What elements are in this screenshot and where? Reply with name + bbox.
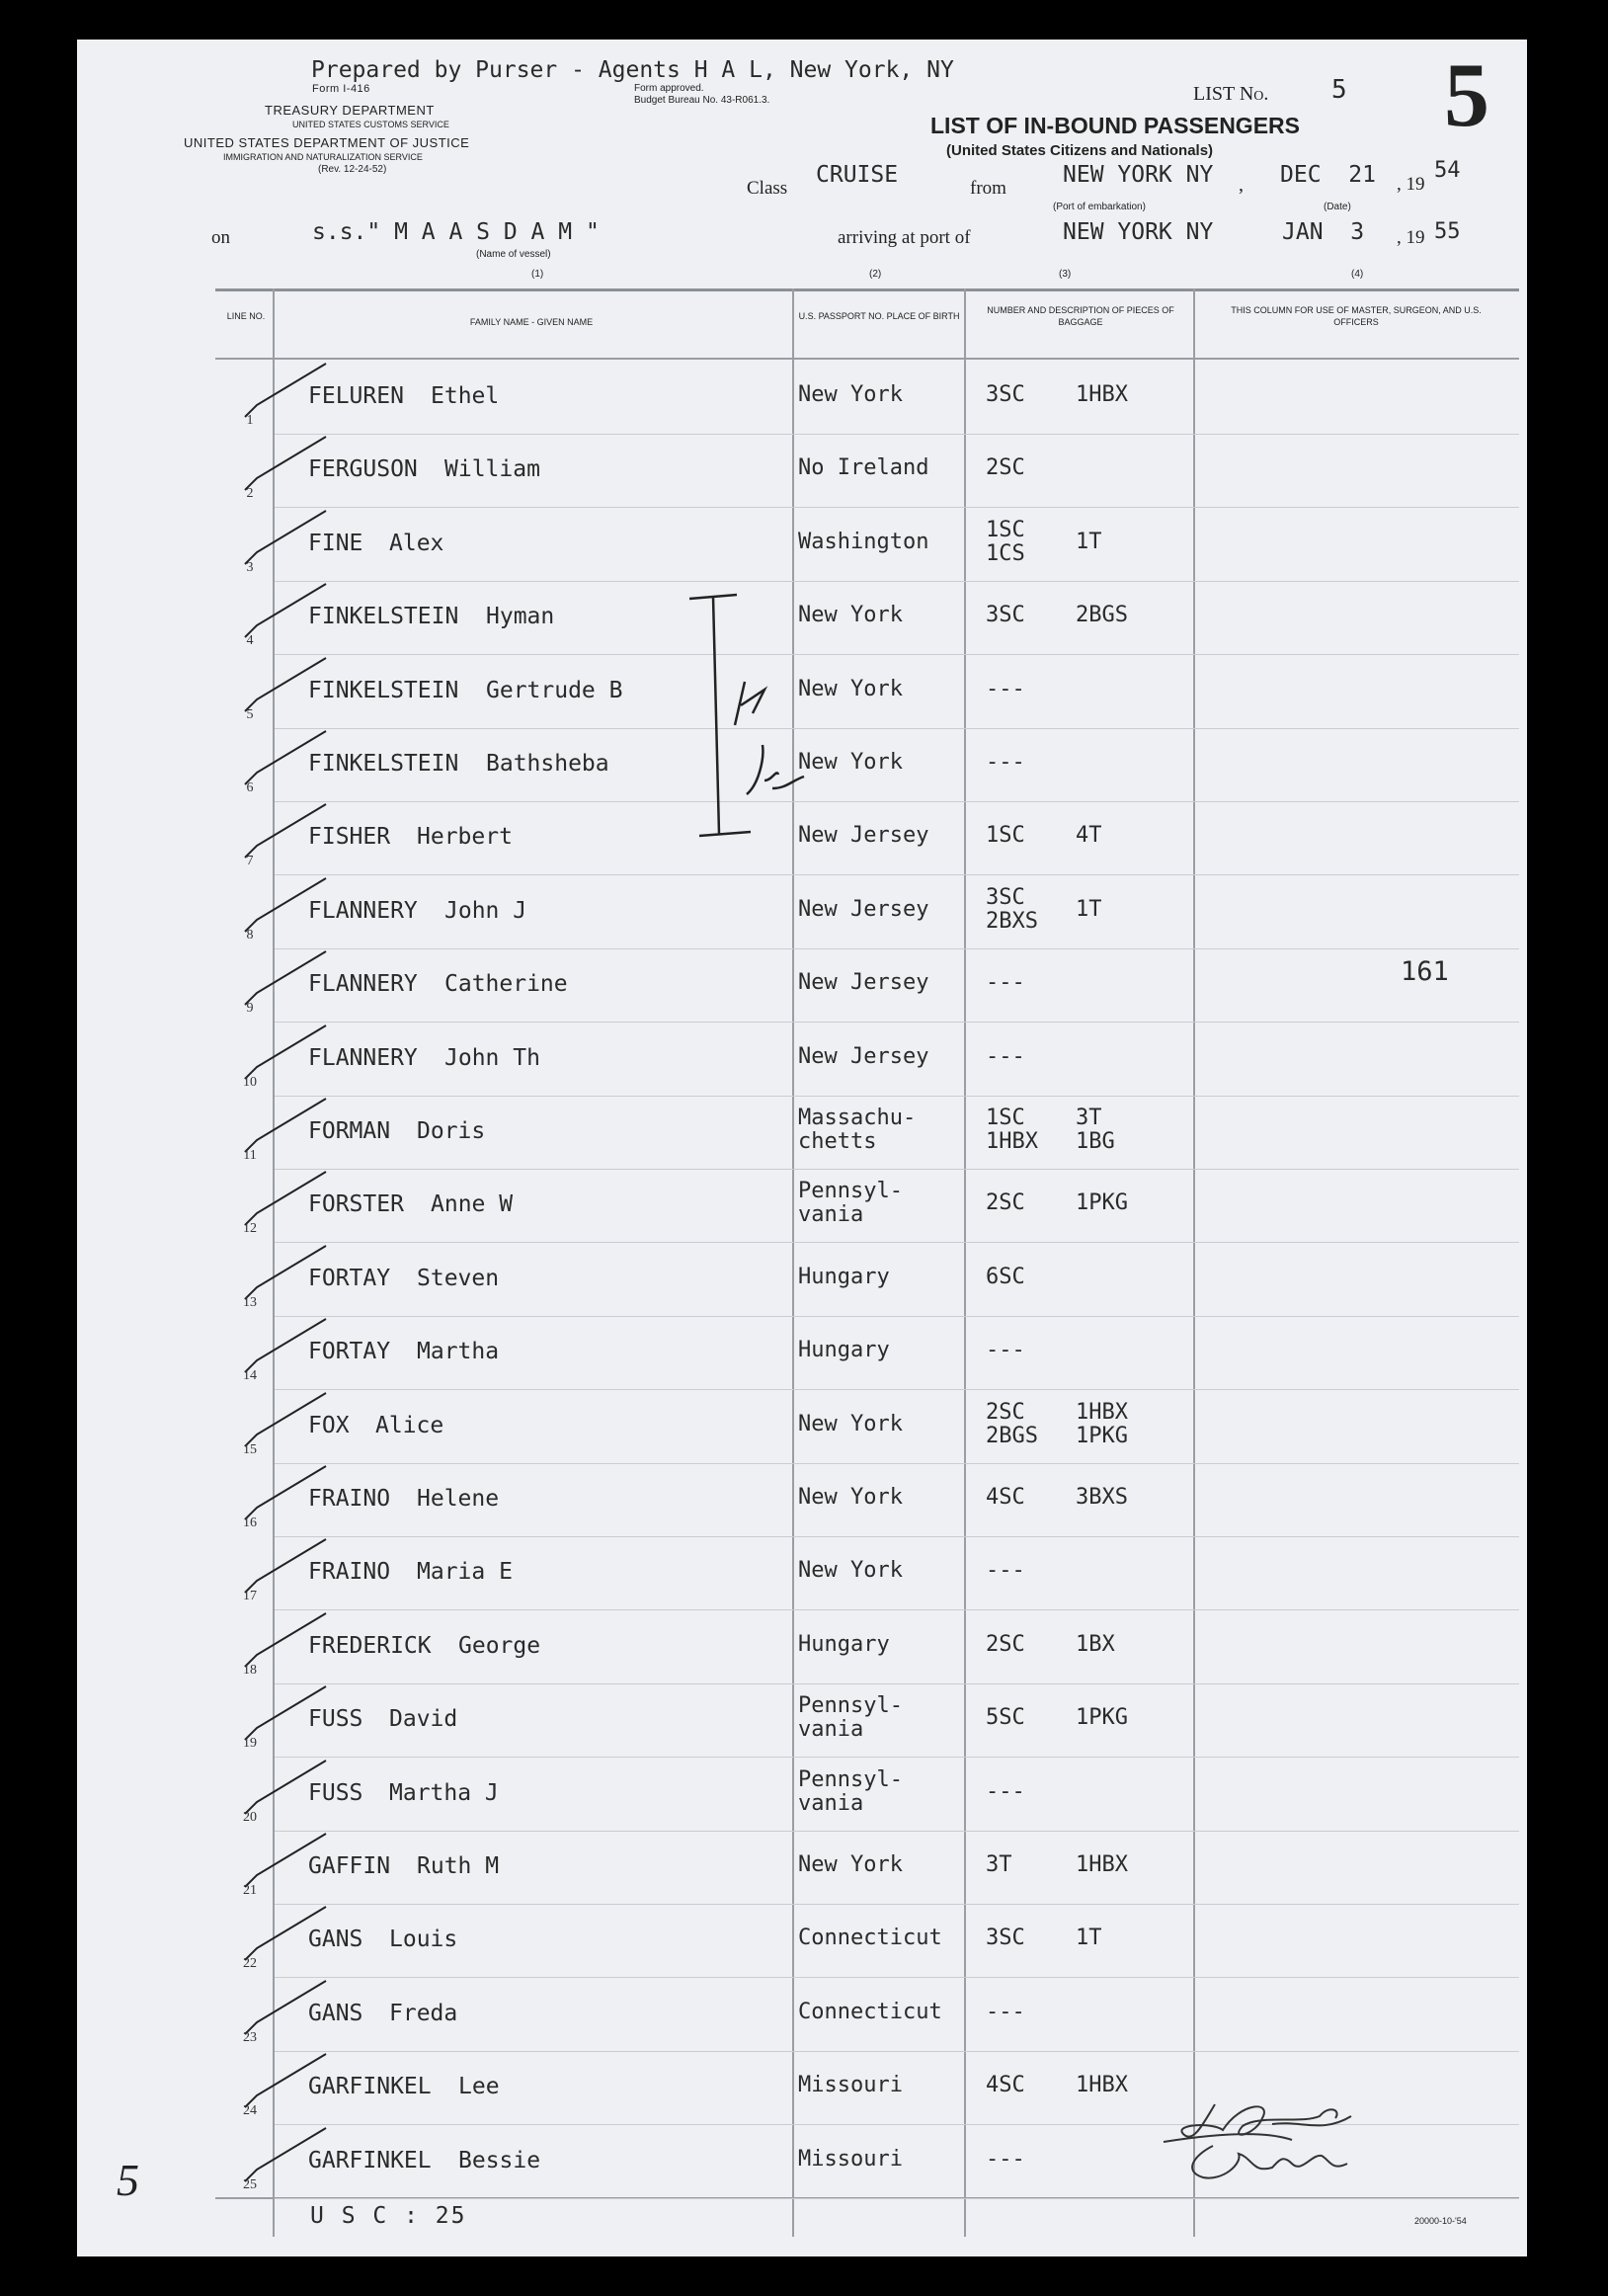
baggage-secondary-line: 1PKG: [1076, 1705, 1128, 1731]
customs-service: UNITED STATES CUSTOMS SERVICE: [292, 120, 449, 129]
baggage-primary-line: 4SC: [986, 2073, 1025, 2098]
baggage-secondary: [1076, 2074, 1128, 2097]
form-code: 20000-10-'54: [1414, 2216, 1467, 2226]
given-name: Helene: [417, 1486, 500, 1512]
line-number: 2: [246, 486, 254, 502]
date-caption: (Date): [1324, 202, 1351, 212]
baggage-primary: [986, 1339, 1025, 1362]
place-of-birth-line: No Ireland: [798, 455, 929, 481]
manifest-title: LIST OF IN-BOUND PASSENGERS: [930, 113, 1300, 138]
place-of-birth: [798, 1413, 971, 1436]
family-name: FISHER: [308, 824, 391, 851]
table-row: [77, 1317, 1519, 1390]
table-row: [77, 876, 1519, 949]
baggage-secondary: [1076, 1706, 1128, 1730]
given-name: Louis: [389, 1927, 458, 1953]
given-name: Freda: [389, 2000, 458, 2026]
passenger-manifest-page: [77, 40, 1527, 2256]
header-name: FAMILY NAME - GIVEN NAME: [469, 317, 594, 327]
header-line-no: LINE NO.: [226, 311, 266, 321]
baggage-primary-line: ---: [986, 2146, 1025, 2172]
baggage-secondary: [1076, 1633, 1115, 1657]
baggage-secondary: [1076, 1191, 1128, 1215]
baggage-primary-line: 2BXS: [986, 908, 1038, 934]
baggage-primary-line: 1SC: [986, 823, 1025, 849]
revision-date: (Rev. 12-24-52): [318, 164, 387, 175]
place-of-birth: [798, 383, 971, 407]
baggage-primary: [986, 1107, 1038, 1154]
arrival-port: NEW YORK NY: [1063, 219, 1214, 245]
on-label: on: [211, 227, 230, 248]
family-name: FINKELSTEIN: [308, 604, 459, 630]
baggage-primary: [986, 383, 1025, 407]
table-row: [77, 1905, 1519, 1978]
family-name: FORSTER: [308, 1191, 404, 1218]
header-baggage: NUMBER AND DESCRIPTION OF PIECES OF BAGGAGE: [987, 305, 1174, 327]
line-number: 1: [246, 413, 254, 428]
family-name: FORTAY: [308, 1339, 391, 1365]
family-name: FLANNERY: [308, 897, 418, 924]
line-number: 22: [243, 1956, 257, 1972]
family-name: FOX: [308, 1412, 350, 1438]
handwritten-bracket: [670, 587, 887, 854]
baggage-secondary: [1076, 1927, 1102, 1950]
baggage-secondary: [1076, 604, 1128, 627]
family-name: GARFINKEL: [308, 2074, 432, 2100]
col-number-4: (4): [1351, 269, 1364, 280]
family-name: GAFFIN: [308, 1853, 391, 1879]
place-of-birth: [798, 2001, 971, 2024]
baggage-primary: [986, 1706, 1025, 1730]
treasury-department: TREASURY DEPARTMENT: [265, 103, 435, 118]
place-of-birth-line: Hungary: [798, 1631, 890, 1657]
place-of-birth: [798, 1107, 971, 1154]
line-number: 9: [246, 1001, 254, 1017]
col-number-3: (3): [1059, 269, 1072, 280]
table-row: [77, 1979, 1519, 2052]
baggage-primary: [986, 1486, 1025, 1510]
place-of-birth-line: Washington: [798, 529, 929, 554]
baggage-primary-line: ---: [986, 1338, 1025, 1363]
place-of-birth-line: New Jersey: [798, 1043, 929, 1069]
from-label: from: [970, 178, 1006, 199]
baggage-secondary-line: 1HBX: [1076, 1399, 1128, 1425]
baggage-primary-line: 5SC: [986, 1705, 1025, 1731]
place-of-birth-line: New Jersey: [798, 896, 929, 922]
from-separator: ,: [1239, 174, 1244, 196]
baggage-primary: [986, 971, 1025, 995]
baggage-primary-line: 3SC: [986, 1926, 1025, 1951]
baggage-primary: [986, 2148, 1025, 2172]
place-of-birth-line: New York: [798, 1558, 903, 1584]
arrival-year: 55: [1434, 219, 1461, 244]
list-no-value: 5: [1331, 75, 1347, 105]
baggage-primary-line: ---: [986, 1999, 1025, 2024]
year-prefix-2: , 19: [1397, 227, 1425, 248]
baggage-primary-line: 3SC: [986, 382, 1025, 407]
place-of-birth: [798, 1559, 971, 1583]
baggage-primary-line: ---: [986, 676, 1025, 701]
vessel-name: s.s." M A A S D A M ": [312, 219, 600, 245]
place-of-birth-line: New York: [798, 750, 903, 775]
line-number: 15: [243, 1441, 257, 1457]
baggage-primary-line: 1CS: [986, 540, 1025, 566]
baggage-primary: [986, 1853, 1012, 1877]
line-number: 10: [243, 1074, 257, 1090]
table-row: [77, 509, 1519, 582]
family-name: FINKELSTEIN: [308, 751, 459, 777]
place-of-birth-line: vania: [798, 1790, 864, 1816]
baggage-primary: [986, 1780, 1025, 1804]
line-number: 23: [243, 2029, 257, 2045]
baggage-secondary-line: 1PKG: [1076, 1423, 1128, 1448]
place-of-birth: [798, 1266, 971, 1289]
family-name: FREDERICK: [308, 1632, 432, 1659]
given-name: Anne W: [431, 1191, 514, 1218]
baggage-primary: [986, 1633, 1025, 1657]
from-date: DEC 21: [1280, 162, 1376, 188]
place-of-birth: [798, 971, 971, 995]
place-of-birth-line: Connecticut: [798, 1926, 942, 1951]
line-number: 18: [243, 1662, 257, 1678]
place-of-birth: [798, 2074, 971, 2097]
class-value: CRUISE: [816, 162, 899, 188]
baggage-primary: [986, 678, 1025, 701]
baggage-primary: [986, 456, 1025, 480]
place-of-birth: [798, 1768, 971, 1816]
given-name: George: [458, 1632, 541, 1659]
baggage-primary: [986, 604, 1025, 627]
baggage-secondary-line: 1HBX: [1076, 1852, 1128, 1877]
baggage-primary: [986, 1266, 1025, 1289]
baggage-primary: [986, 824, 1025, 848]
baggage-primary-line: 3T: [986, 1852, 1012, 1877]
family-name: FORTAY: [308, 1265, 391, 1291]
table-row: [77, 1170, 1519, 1243]
place-of-birth: [798, 456, 971, 480]
place-of-birth-line: Hungary: [798, 1264, 890, 1289]
baggage-primary-line: ---: [986, 1558, 1025, 1584]
place-of-birth-line: Hungary: [798, 1338, 890, 1363]
place-of-birth: [798, 898, 971, 922]
baggage-secondary-line: 1T: [1076, 529, 1102, 554]
header-passport: U.S. PASSPORT NO. PLACE OF BIRTH: [798, 311, 960, 321]
line-number: 13: [243, 1294, 257, 1310]
baggage-secondary: [1076, 1486, 1128, 1510]
given-name: Catherine: [444, 971, 568, 998]
port-embarkation-caption: (Port of embarkation): [1053, 202, 1146, 212]
place-of-birth: [798, 1180, 971, 1227]
place-of-birth-line: New York: [798, 1411, 903, 1436]
baggage-primary: [986, 519, 1025, 566]
place-of-birth: [798, 531, 971, 554]
baggage-primary-line: 3SC: [986, 884, 1025, 910]
baggage-primary: [986, 2074, 1025, 2097]
table-header-bottom: [215, 358, 1519, 360]
table-row: [77, 362, 1519, 435]
family-name: FLANNERY: [308, 1044, 418, 1071]
baggage-secondary-line: 3BXS: [1076, 1485, 1128, 1510]
baggage-primary-line: ---: [986, 970, 1025, 996]
line-number: 7: [246, 854, 254, 869]
arriving-label: arriving at port of: [838, 227, 971, 248]
place-of-birth-line: New York: [798, 676, 903, 701]
margin-handwritten-mark: 5: [117, 2155, 139, 2205]
line-number: 19: [243, 1736, 257, 1752]
line-number: 17: [243, 1589, 257, 1604]
family-name: GANS: [308, 1927, 363, 1953]
table-row: [77, 435, 1519, 508]
line-number: 3: [246, 559, 254, 575]
baggage-secondary-line: 1T: [1076, 896, 1102, 922]
footer-count: U S C : 25: [310, 2203, 467, 2229]
place-of-birth: [798, 1339, 971, 1362]
baggage-secondary-line: 1HBX: [1076, 2073, 1128, 2098]
table-row: [77, 1464, 1519, 1537]
baggage-secondary-line: 4T: [1076, 823, 1102, 849]
line-number: 12: [243, 1221, 257, 1237]
baggage-secondary-line: 1BX: [1076, 1631, 1115, 1657]
baggage-primary-line: 4SC: [986, 1485, 1025, 1510]
place-of-birth-line: Pennsyl-: [798, 1179, 903, 1204]
baggage-primary-line: 1HBX: [986, 1129, 1038, 1154]
given-name: Maria E: [417, 1559, 513, 1586]
baggage-primary-line: 2BGS: [986, 1423, 1038, 1448]
officer-annotation-number: 161: [1401, 956, 1449, 987]
place-of-birth-line: New York: [798, 382, 903, 407]
given-name: Doris: [417, 1118, 486, 1144]
row-rule: [275, 2198, 1519, 2199]
line-number: 4: [246, 633, 254, 649]
place-of-birth-line: New York: [798, 603, 903, 628]
place-of-birth-line: vania: [798, 1717, 864, 1743]
given-name: Steven: [417, 1265, 500, 1291]
baggage-primary-line: 2SC: [986, 1190, 1025, 1216]
baggage-primary: [986, 751, 1025, 775]
baggage-secondary: [1076, 1107, 1115, 1154]
baggage-primary-line: 2SC: [986, 455, 1025, 481]
class-label: Class: [747, 178, 788, 199]
baggage-primary: [986, 1045, 1025, 1069]
baggage-secondary: [1076, 383, 1128, 407]
line-number: 16: [243, 1516, 257, 1530]
given-name: Ethel: [431, 383, 500, 409]
family-name: FRAINO: [308, 1559, 391, 1586]
year-prefix-1: , 19: [1397, 174, 1425, 195]
given-name: Bathsheba: [486, 751, 609, 777]
baggage-secondary: [1076, 824, 1102, 848]
baggage-secondary: [1076, 1853, 1128, 1877]
from-port: NEW YORK NY: [1063, 162, 1214, 188]
table-row: [77, 1391, 1519, 1464]
manifest-subtitle: (United States Citizens and Nationals): [946, 142, 1214, 159]
family-name: GANS: [308, 2000, 363, 2026]
baggage-secondary-line: 1T: [1076, 1926, 1102, 1951]
place-of-birth-line: Missouri: [798, 2146, 903, 2172]
prepared-by-line: Prepared by Purser - Agents H A L, New York, NY: [311, 57, 954, 83]
family-name: FINKELSTEIN: [308, 677, 459, 703]
table-row: [77, 949, 1519, 1023]
place-of-birth-line: Missouri: [798, 2073, 903, 2098]
family-name: FINE: [308, 530, 363, 556]
baggage-primary: [986, 1559, 1025, 1583]
baggage-primary-line: ---: [986, 1778, 1025, 1804]
family-name: GARFINKEL: [308, 2147, 432, 2173]
given-name: Lee: [458, 2074, 500, 2100]
line-number: 14: [243, 1368, 257, 1384]
baggage-primary: [986, 2001, 1025, 2024]
immigration-service: IMMIGRATION AND NATURALIZATION SERVICE: [223, 152, 423, 162]
baggage-primary-line: 6SC: [986, 1264, 1025, 1289]
given-name: Martha: [417, 1339, 500, 1365]
place-of-birth: [798, 1927, 971, 1950]
baggage-secondary-line: 1HBX: [1076, 382, 1128, 407]
line-number: 11: [243, 1148, 257, 1163]
baggage-secondary-line: 2BGS: [1076, 603, 1128, 628]
given-name: William: [444, 456, 540, 483]
place-of-birth-line: New York: [798, 1485, 903, 1510]
baggage-primary-line: 3SC: [986, 603, 1025, 628]
col-number-2: (2): [869, 269, 882, 280]
line-number: 8: [246, 927, 254, 943]
col-number-1: (1): [531, 269, 544, 280]
given-name: Ruth M: [417, 1853, 500, 1879]
given-name: Alex: [389, 530, 444, 556]
baggage-secondary-line: 1BG: [1076, 1129, 1115, 1154]
place-of-birth-line: New Jersey: [798, 823, 929, 849]
table-row: [77, 1684, 1519, 1758]
family-name: FERGUSON: [308, 456, 418, 483]
table-row: [77, 1611, 1519, 1684]
family-name: FORMAN: [308, 1118, 391, 1144]
arrival-date: JAN 3: [1282, 219, 1365, 245]
baggage-primary: [986, 886, 1038, 934]
given-name: Hyman: [486, 604, 555, 630]
vessel-caption: (Name of vessel): [476, 249, 551, 260]
place-of-birth-line: Pennsyl-: [798, 1693, 903, 1719]
department-of-justice: UNITED STATES DEPARTMENT OF JUSTICE: [184, 135, 470, 150]
table-row: [77, 1097, 1519, 1170]
table-row: [77, 1244, 1519, 1317]
place-of-birth: [798, 1694, 971, 1742]
line-number: 6: [246, 780, 254, 795]
given-name: John Th: [444, 1044, 540, 1071]
table-top-border: [215, 288, 1519, 291]
given-name: Gertrude B: [486, 677, 623, 703]
header-officers: THIS COLUMN FOR USE OF MASTER, SURGEON, AND U.S. OFFICERS: [1231, 305, 1482, 327]
place-of-birth: [798, 1486, 971, 1510]
line-number: 5: [246, 706, 254, 722]
line-number: 20: [243, 1809, 257, 1825]
family-name: FUSS: [308, 1779, 363, 1806]
place-of-birth-line: New Jersey: [798, 970, 929, 996]
baggage-secondary-line: 1PKG: [1076, 1190, 1128, 1216]
baggage-primary: [986, 1927, 1025, 1950]
given-name: Alice: [375, 1412, 444, 1438]
given-name: Bessie: [458, 2147, 541, 2173]
baggage-primary: [986, 1191, 1025, 1215]
baggage-primary-line: 1SC: [986, 517, 1025, 542]
baggage-primary: [986, 1401, 1038, 1448]
list-big-number: 5: [1444, 44, 1489, 145]
line-number: 24: [243, 2103, 257, 2119]
baggage-secondary-line: 3T: [1076, 1106, 1102, 1130]
place-of-birth: [798, 1633, 971, 1657]
place-of-birth-line: chetts: [798, 1129, 877, 1154]
place-of-birth-line: Massachu-: [798, 1106, 917, 1130]
family-name: FUSS: [308, 1706, 363, 1733]
baggage-secondary: [1076, 898, 1102, 922]
place-of-birth-line: vania: [798, 1202, 864, 1228]
table-row: [77, 1537, 1519, 1610]
family-name: FLANNERY: [308, 971, 418, 998]
budget-bureau: Budget Bureau No. 43-R061.3.: [634, 95, 770, 106]
table-row: [77, 1024, 1519, 1097]
baggage-primary-line: 2SC: [986, 1399, 1025, 1425]
given-name: John J: [444, 897, 527, 924]
baggage-primary-line: 1SC: [986, 1106, 1025, 1130]
given-name: Herbert: [417, 824, 513, 851]
line-number: 25: [243, 2176, 257, 2192]
place-of-birth-line: Connecticut: [798, 1999, 942, 2024]
list-no-label: LIST No.: [1193, 83, 1269, 105]
family-name: FELUREN: [308, 383, 404, 409]
place-of-birth-line: New York: [798, 1852, 903, 1877]
form-number: Form I-416: [312, 83, 370, 95]
line-number: 21: [243, 1883, 257, 1898]
place-of-birth-line: Pennsyl-: [798, 1766, 903, 1792]
family-name: FRAINO: [308, 1486, 391, 1512]
table-row: [77, 1759, 1519, 1832]
baggage-secondary: [1076, 1401, 1128, 1448]
place-of-birth: [798, 2148, 971, 2172]
baggage-primary-line: ---: [986, 1043, 1025, 1069]
from-year: 54: [1434, 158, 1461, 183]
given-name: Martha J: [389, 1779, 499, 1806]
purser-signature: [1154, 2094, 1450, 2193]
table-row: [77, 1832, 1519, 1905]
baggage-primary-line: ---: [986, 750, 1025, 775]
place-of-birth: [798, 1045, 971, 1069]
given-name: David: [389, 1706, 458, 1733]
place-of-birth: [798, 1853, 971, 1877]
form-approved: Form approved.: [634, 83, 704, 94]
baggage-secondary: [1076, 531, 1102, 554]
baggage-primary-line: 2SC: [986, 1631, 1025, 1657]
